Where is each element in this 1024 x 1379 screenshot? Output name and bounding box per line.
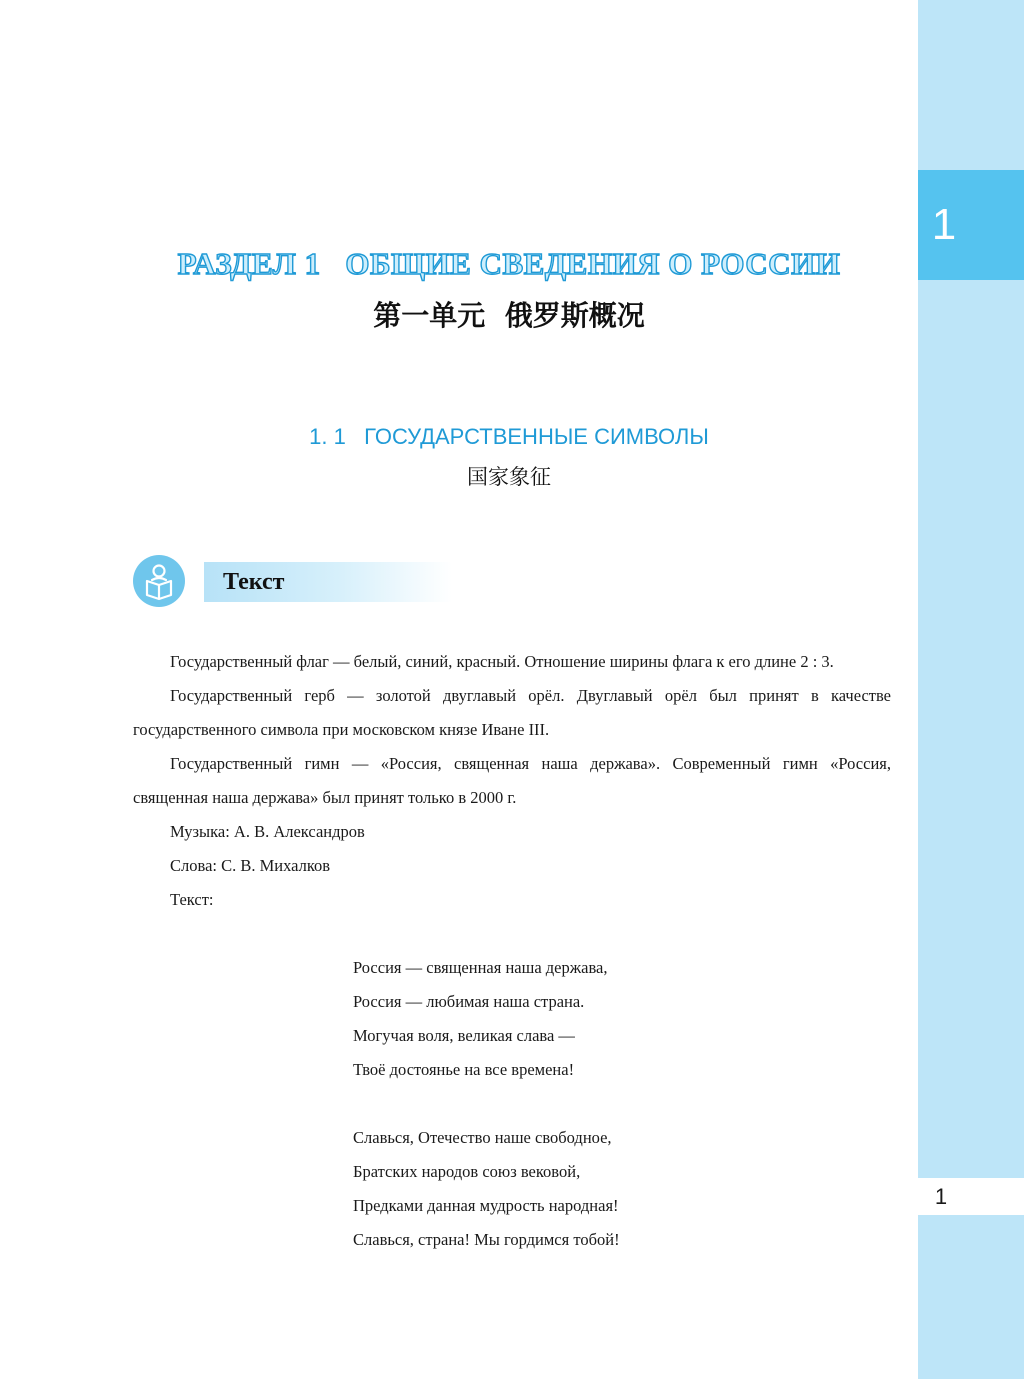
anthem-poem bbox=[353, 951, 873, 1257]
paragraph-flag: Государственный флаг — белый, синий, красный. Отношение ширины флага к его длине 2 : 3. bbox=[170, 652, 834, 671]
paragraph-emblem: Государственный герб — золотой двуглавый орёл. Двуглавый орёл был принят в качестве государственного символа при московском князе Иване III. bbox=[133, 686, 891, 739]
poem-line: Россия — священная наша держава, bbox=[353, 958, 608, 977]
text-banner bbox=[204, 562, 452, 602]
unit-title-zh: 第一单元 俄罗斯概况 bbox=[373, 299, 645, 332]
paragraph-anthem: Государственный гимн — «Россия, священная наша держава». Современный гимн «Россия, священная наша держава» был принят только в 2000 г. bbox=[133, 754, 891, 807]
text-banner-label: Текст bbox=[223, 569, 285, 595]
poem-line: Славься, страна! Мы гордимся тобой! bbox=[353, 1230, 620, 1249]
page-number: 1 bbox=[934, 1184, 948, 1209]
section-title-zh: 国家象征 bbox=[467, 465, 551, 489]
poem-line: Россия — любимая наша страна. bbox=[353, 992, 585, 1011]
text-label: Текст: bbox=[170, 890, 214, 909]
section-title-ru: 1. 1 ГОСУДАРСТВЕННЫЕ СИМВОЛЫ bbox=[309, 424, 709, 449]
chapter-number: 1 bbox=[931, 200, 957, 249]
reading-person-icon bbox=[133, 555, 185, 607]
poem-line: Предками данная мудрость народная! bbox=[353, 1196, 619, 1215]
unit-title-ru: РАЗДЕЛ 1 ОБЩИЕ СВЕДЕНИЯ О РОССИИ bbox=[177, 246, 841, 281]
music-credit: Музыка: А. В. Александров bbox=[170, 822, 365, 841]
body-text bbox=[133, 645, 891, 917]
words-credit: Слова: С. В. Михалков bbox=[170, 856, 331, 875]
poem-line: Твоё достоянье на все времена! bbox=[353, 1060, 575, 1079]
poem-line: Славься, Отечество наше свободное, bbox=[353, 1128, 612, 1147]
poem-line: Братских народов союз вековой, bbox=[353, 1162, 581, 1181]
stanza-gap bbox=[353, 1087, 873, 1121]
poem-line: Могучая воля, великая слава — bbox=[353, 1026, 575, 1045]
